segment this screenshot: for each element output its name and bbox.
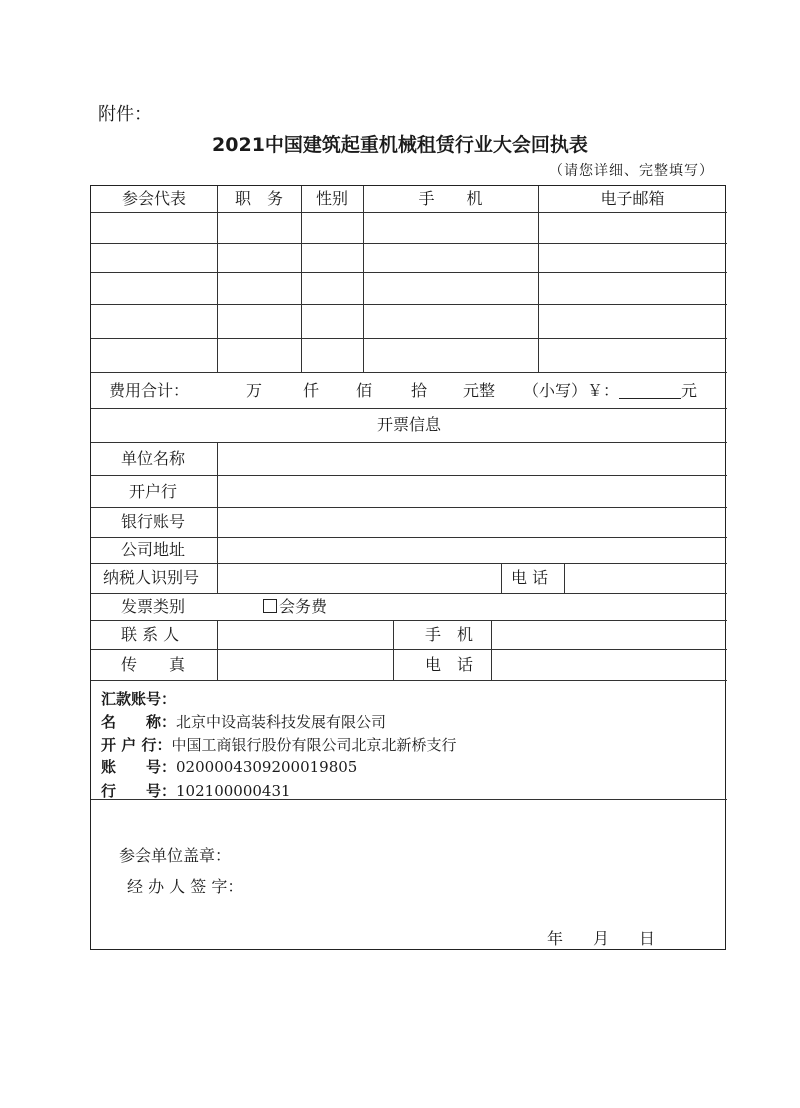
contact-mobile-label: 手 机 xyxy=(425,625,474,644)
row-divider xyxy=(91,338,727,339)
address-label: 公司地址 xyxy=(121,540,186,559)
col-divider xyxy=(501,563,502,593)
invoice-type-option[interactable] xyxy=(263,599,327,615)
remittance-name-label: 名 称： xyxy=(101,713,177,731)
remittance-account-label: 账 号： xyxy=(101,758,177,776)
fill-hint: （请您详细、完整填写） xyxy=(549,163,714,179)
col-divider xyxy=(217,620,218,680)
receipt-form xyxy=(90,185,726,950)
fee-total-label: 费用合计： xyxy=(109,381,190,400)
row-divider xyxy=(91,649,727,650)
header-position: 职 务 xyxy=(234,189,283,208)
fee-amount-blank[interactable] xyxy=(619,384,681,399)
remittance-bank-label: 开 户 行： xyxy=(101,736,172,754)
row-divider xyxy=(91,372,727,373)
invoice-type-label: 发票类别 xyxy=(121,597,186,616)
row-divider xyxy=(91,475,727,476)
remittance-bank-code-label: 行 号： xyxy=(101,782,177,800)
remittance-bank-code xyxy=(101,780,291,801)
row-divider xyxy=(91,408,727,409)
date-year: 年 xyxy=(547,929,564,948)
row-divider xyxy=(91,272,727,273)
header-email: 电子邮箱 xyxy=(600,189,665,208)
remittance-name-value: 北京中设高装科技发展有限公司 xyxy=(176,713,387,731)
header-mobile: 手 机 xyxy=(418,189,483,208)
row-divider xyxy=(91,680,727,681)
remittance-name xyxy=(101,711,386,732)
remittance-account xyxy=(101,756,357,777)
seal-label: 参会单位盖章： xyxy=(119,846,232,865)
checkbox-icon[interactable] xyxy=(263,599,277,613)
fee-unit-bai: 佰 xyxy=(356,381,373,400)
fee-unit-qian: 仟 xyxy=(303,381,320,400)
signer-label: 经 办 人 签 字： xyxy=(127,877,244,896)
col-divider xyxy=(538,186,539,372)
fee-unit-wan: 万 xyxy=(246,381,263,400)
fee-currency-suffix: 元 xyxy=(681,381,698,400)
date-day: 日 xyxy=(639,929,656,948)
invoice-type-option-label: 会务费 xyxy=(279,597,328,616)
form-title: 2021中国建筑起重机械租赁行业大会回执表 xyxy=(212,134,588,156)
bank-label: 开户行 xyxy=(129,482,178,501)
col-divider xyxy=(217,442,218,593)
account-label: 银行账号 xyxy=(121,512,186,531)
date-month: 月 xyxy=(593,929,610,948)
remittance-heading: 汇款账号： xyxy=(101,690,177,708)
invoice-phone-label: 电 话 xyxy=(511,568,549,587)
fee-unit-yuan: 元整 xyxy=(463,381,496,400)
remittance-bank xyxy=(101,734,456,755)
contact-tel-label: 电 话 xyxy=(425,655,474,674)
col-divider xyxy=(217,186,218,372)
fax-label: 传 真 xyxy=(121,655,186,674)
remittance-account-value: 0200004309200019805 xyxy=(176,758,358,776)
fee-small-label: （小写）￥： xyxy=(523,381,620,400)
attachment-label: 附件： xyxy=(98,104,152,125)
col-divider xyxy=(564,563,565,593)
fee-unit-shi: 拾 xyxy=(411,381,428,400)
remittance-bank-code-value: 102100000431 xyxy=(176,782,291,800)
contact-label: 联 系 人 xyxy=(121,625,180,644)
row-divider xyxy=(91,563,727,564)
col-divider xyxy=(301,186,302,372)
remittance-bank-value: 中国工商银行股份有限公司北京北新桥支行 xyxy=(171,736,457,754)
row-divider xyxy=(91,537,727,538)
col-divider xyxy=(363,186,364,372)
row-divider xyxy=(91,212,727,213)
fee-small-amount xyxy=(523,383,697,399)
tax-id-label: 纳税人识别号 xyxy=(103,568,200,587)
row-divider xyxy=(91,620,727,621)
header-gender: 性别 xyxy=(315,189,348,208)
invoice-section-title: 开票信息 xyxy=(376,415,441,434)
company-name-label: 单位名称 xyxy=(121,449,186,468)
row-divider xyxy=(91,442,727,443)
header-attendee: 参会代表 xyxy=(121,189,186,208)
row-divider xyxy=(91,593,727,594)
row-divider xyxy=(91,507,727,508)
row-divider xyxy=(91,304,727,305)
col-divider xyxy=(491,620,492,680)
row-divider xyxy=(91,243,727,244)
col-divider xyxy=(393,620,394,680)
